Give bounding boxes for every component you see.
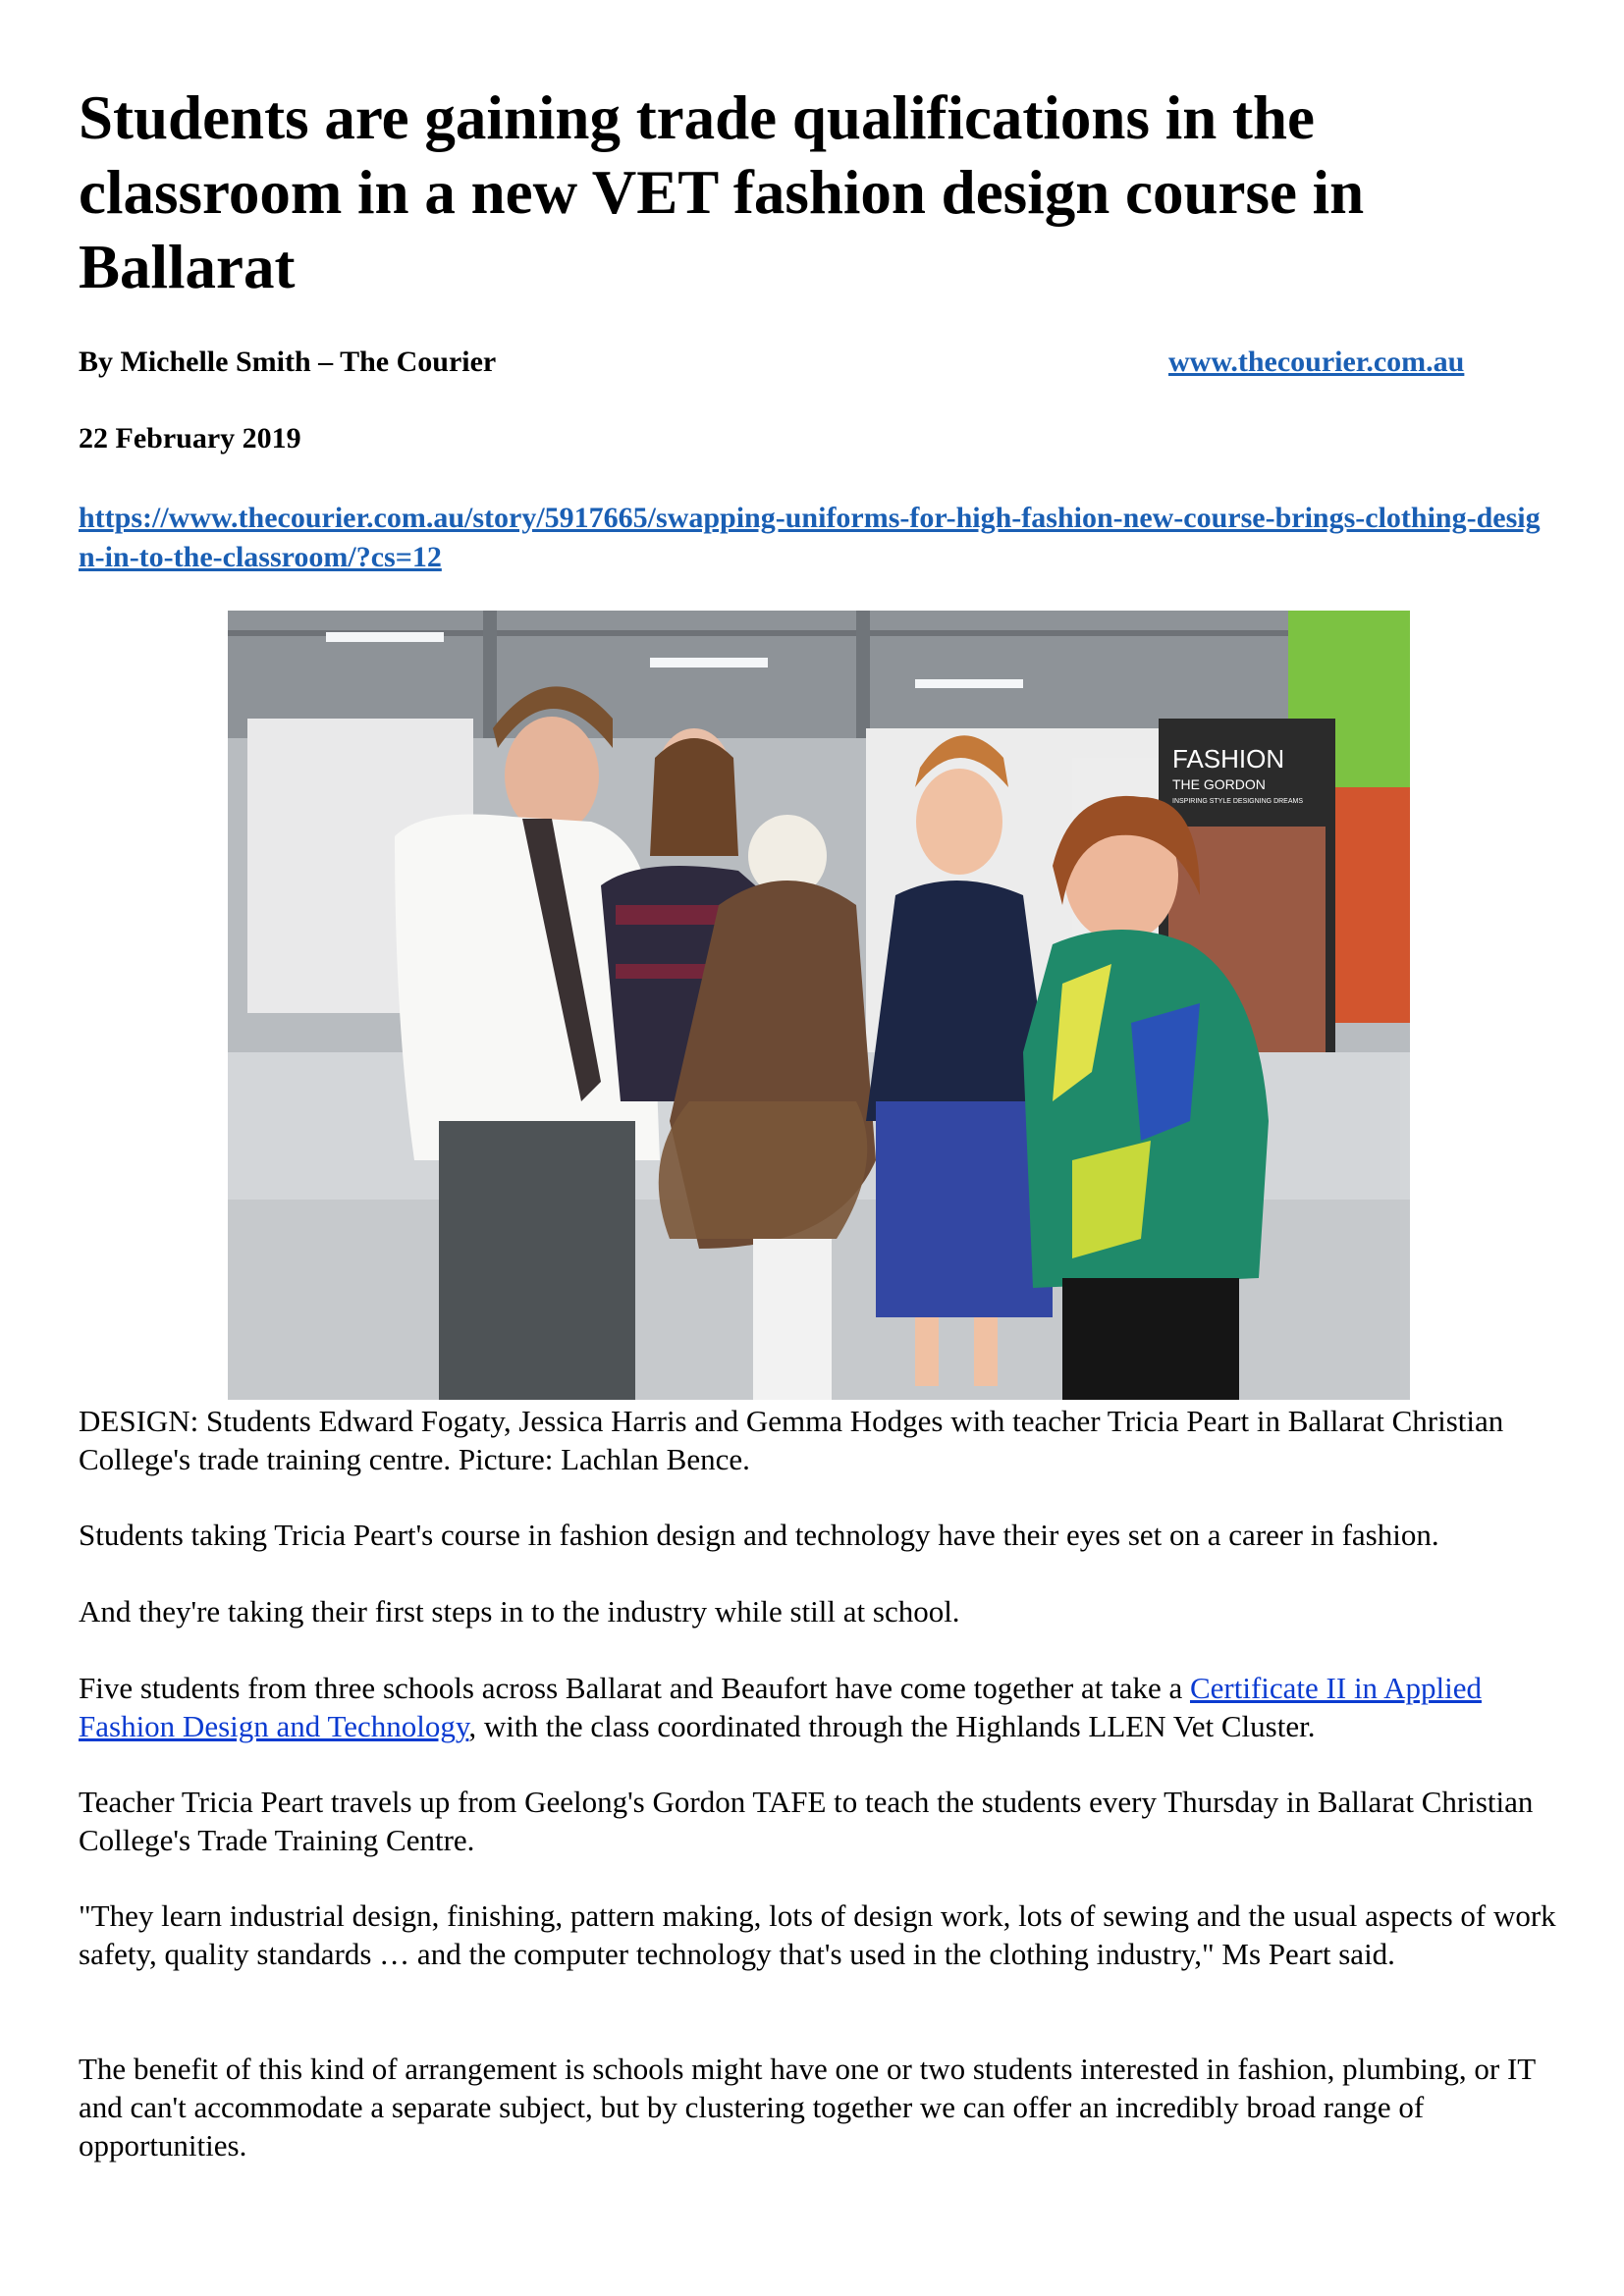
paragraph-6: The benefit of this kind of arrangement is schools might have one or two students interested in fashion, plumbing, or IT and can't accommodate a separate subject, but by clustering together we can offer an incredibly broad range of opportunities. [79, 2052, 1536, 2163]
paragraph-2: And they're taking their first steps in to the industry while still at school. [79, 1594, 960, 1629]
paragraph-4: Teacher Tricia Peart travels up from Geelong's Gordon TAFE to teach the students every Thursday in Ballarat Christian College's Trade Training Centre. [79, 1785, 1534, 1857]
paragraph-5: "They learn industrial design, finishing, pattern making, lots of design work, lots of sewing and the usual aspects of work safety, quality standards … and the computer technology that's used in the clothing industry," Ms Peart said. [79, 1898, 1556, 1971]
paragraph-3-text-end: , with the class coordinated through the Highlands LLEN Vet Cluster. [468, 1709, 1316, 1743]
certificate-link[interactable]: Certificate II in Applied Fashion Design and Technology [79, 1671, 1482, 1743]
banner-title: FASHION [1172, 744, 1285, 774]
publish-date: 22 February 2019 [79, 422, 301, 454]
banner-subtitle: THE GORDON [1172, 776, 1266, 792]
photo-caption: DESIGN: Students Edward Fogaty, Jessica Harris and Gemma Hodges with teacher Tricia Peart in Ballarat Christian College's trade training centre. Picture: Lachlan Bence. [79, 1404, 1504, 1476]
banner-tagline: INSPIRING STYLE DESIGNING DREAMS [1172, 798, 1304, 805]
byline: By Michelle Smith – The Courier [79, 346, 497, 378]
paragraph-1: Students taking Tricia Peart's course in fashion design and technology have their eyes set on a career in fashion. [79, 1518, 1439, 1552]
site-link[interactable]: www.thecourier.com.au [1168, 346, 1465, 378]
paragraph-3 [79, 1669, 1571, 1745]
headline: Students are gaining trade qualifications in the classroom in a new VET fashion design course in Ballarat [79, 83, 1365, 301]
article-photo [228, 611, 1410, 1400]
classroom-photo-illustration [228, 611, 1410, 1400]
story-url-link[interactable]: https://www.thecourier.com.au/story/5917665/swapping-uniforms-for-high-fashion-new-course-brings-clothing-design-in-to-the-classroom/?cs=12 [79, 502, 1541, 573]
paragraph-3-text-start: Five students from three schools across Ballarat and Beaufort have come together at take a [79, 1671, 1190, 1705]
